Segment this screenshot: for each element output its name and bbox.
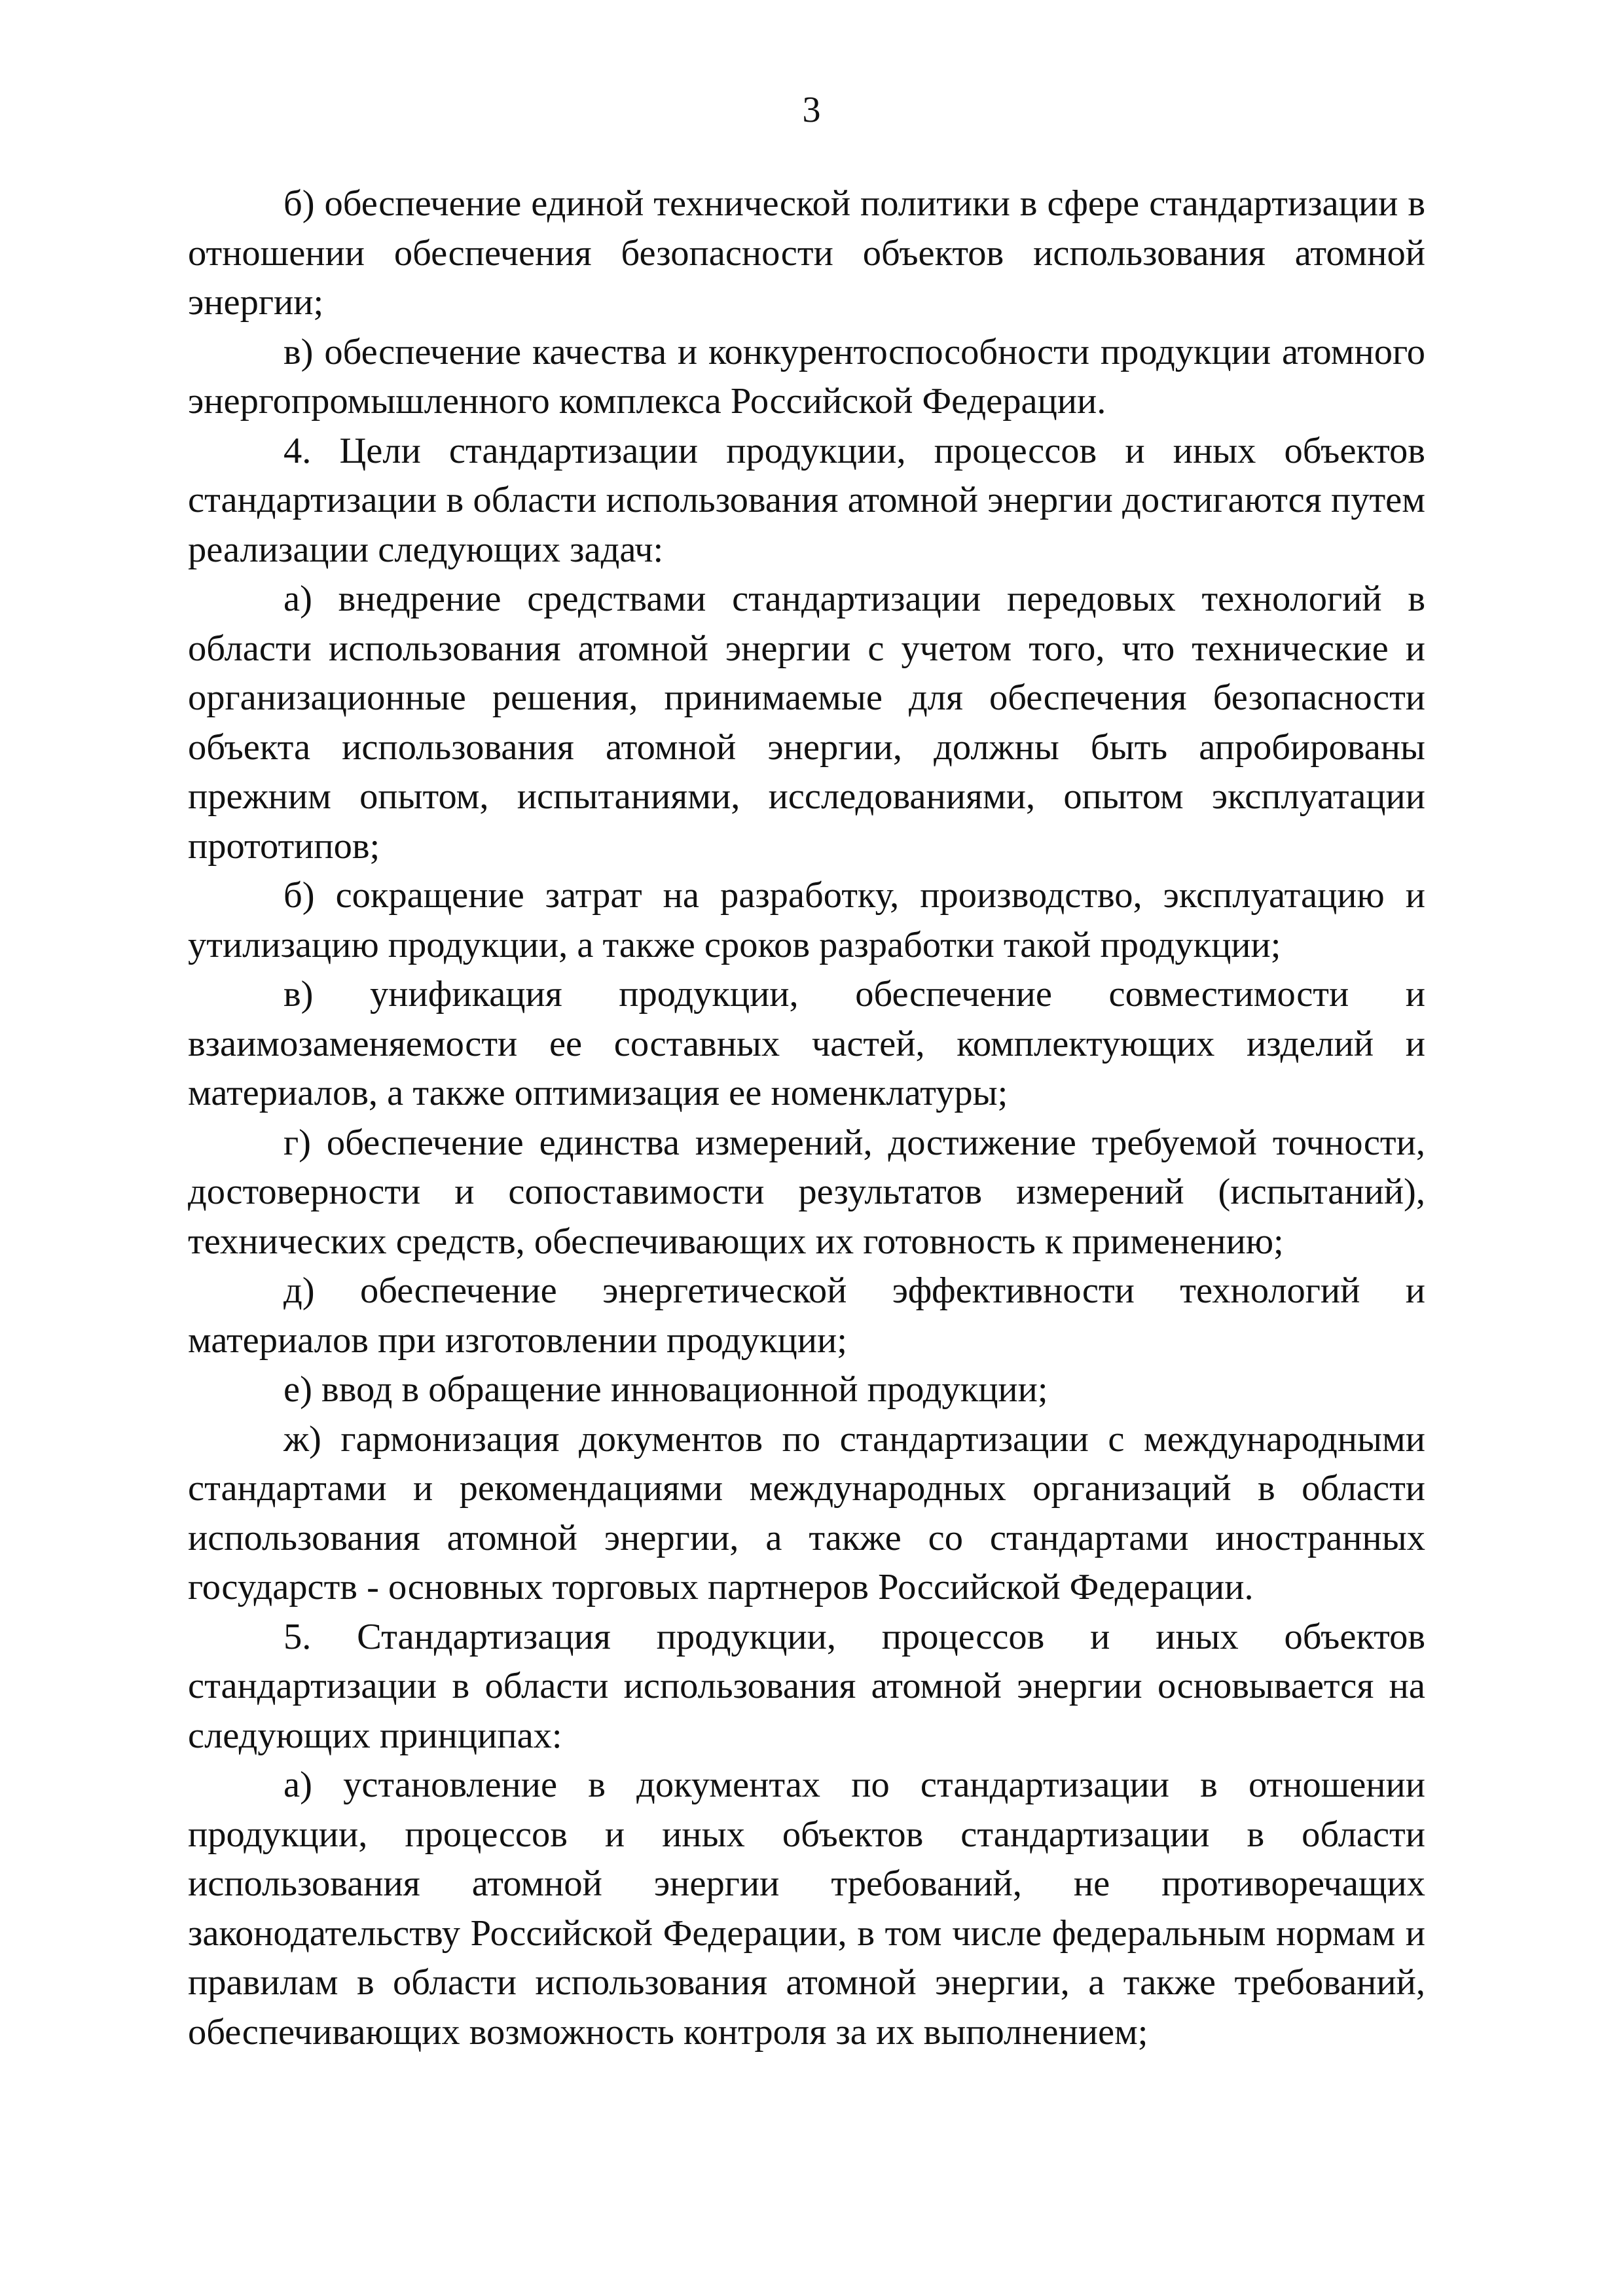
paragraph-4d: д) обеспечение энергетической эффективности технологий и материалов при изготовлении продукции; [188, 1270, 1425, 1361]
paragraph-3b: б) обеспечение единой технической политики в сфере стандартизации в отношении обеспечения безопасности объектов использования атомной энергии; [188, 183, 1425, 323]
paragraph-5: 5. Стандартизация продукции, процессов и иных объектов стандартизации в области использования атомной энергии основывается на следующих принципах: [188, 1616, 1425, 1756]
page-number: 3 [802, 90, 821, 130]
paragraph-4g: г) обеспечение единства измерений, достижение требуемой точности, достоверности и сопоставимости результатов измерений (испытаний), технических средств, обеспечивающих их готовность к применению; [188, 1122, 1425, 1262]
paragraph-4b: б) сокращение затрат на разработку, производство, эксплуатацию и утилизацию продукции, а также сроков разработки такой продукции; [188, 875, 1425, 965]
paragraph-4: 4. Цели стандартизации продукции, процессов и иных объектов стандартизации в области использования атомной энергии достигаются путем реализации следующих задач: [188, 430, 1425, 570]
paragraph-4a: а) внедрение средствами стандартизации передовых технологий в области использования атомной энергии с учетом того, что технические и организационные решения, принимаемые для обеспечения безопасности объекта использования атомной энергии, должны быть апробированы прежним опытом, испытаниями, исследованиями, опытом эксплуатации прототипов; [188, 579, 1425, 867]
paragraph-5a: а) установление в документах по стандартизации в отношении продукции, процессов и иных объектов стандартизации в области использования атомной энергии требований, не противоречащих законодательству Российской Федерации, в том числе федеральным нормам и правилам в области использования атомной энергии, а также требований, обеспечивающих возможность контроля за их выполнением; [188, 1765, 1425, 2053]
paragraph-4zh: ж) гармонизация документов по стандартизации с международными стандартами и рекомендациями международных организаций в области использования атомной энергии, а также со стандартами иностранных государств - основных торговых партнеров Российской Федерации. [188, 1418, 1425, 1607]
paragraph-4v: в) унификация продукции, обеспечение совместимости и взаимозаменяемости ее составных частей, комплектующих изделий и материалов, а также оптимизация ее номенклатуры; [188, 974, 1425, 1113]
document-body [188, 179, 1425, 2057]
paragraph-4e: е) ввод в обращение инновационной продукции; [283, 1369, 1048, 1410]
paragraph-3v: в) обеспечение качества и конкурентоспособности продукции атомного энергопромышленного комплекса Российской Федерации. [188, 331, 1425, 422]
